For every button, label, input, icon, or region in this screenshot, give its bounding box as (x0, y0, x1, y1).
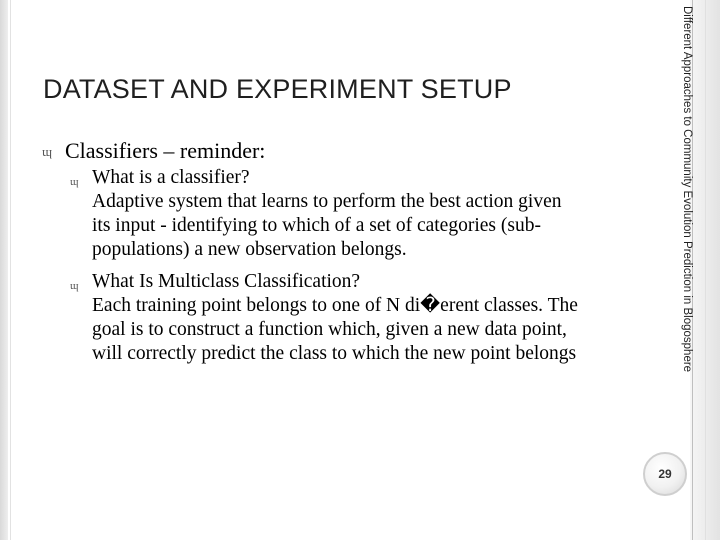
slide-right-rule-secondary (705, 0, 706, 540)
sub-bullet-line: Each training point belongs to one of N di�erent classes. The (92, 295, 578, 316)
slide-left-rule (10, 0, 11, 540)
bullet-marker-icon: ɰ (42, 144, 53, 159)
sub-bullet-marker-icon: ɰ (70, 176, 79, 188)
slide-title: DATASET AND EXPERIMENT SETUP (43, 74, 512, 104)
sub-bullet-marker-icon: ɰ (70, 280, 79, 292)
vertical-footer-text: Different Approaches to Community Evolution Prediction in Blogosphere (681, 6, 693, 373)
sub-bullet-line: populations) a new observation belongs. (92, 239, 407, 260)
bullet-text: Classifiers – reminder: (65, 138, 266, 163)
page-number: 29 (658, 467, 672, 481)
sub-bullet-line: goal is to construct a function which, given a new data point, (92, 319, 567, 340)
slide-left-border (0, 0, 8, 540)
sub-bullet-line: Adaptive system that learns to perform the best action given (92, 191, 562, 212)
page-number-badge (643, 452, 687, 496)
sub-bullet-heading: What Is Multiclass Classification? (92, 271, 361, 292)
sub-bullet-line: will correctly predict the class to which the new point belongs (92, 343, 577, 364)
sub-bullet-heading: What is a classifier? (92, 167, 250, 188)
sub-bullet-line: its input - identifying to which of a set of categories (sub- (92, 215, 541, 236)
